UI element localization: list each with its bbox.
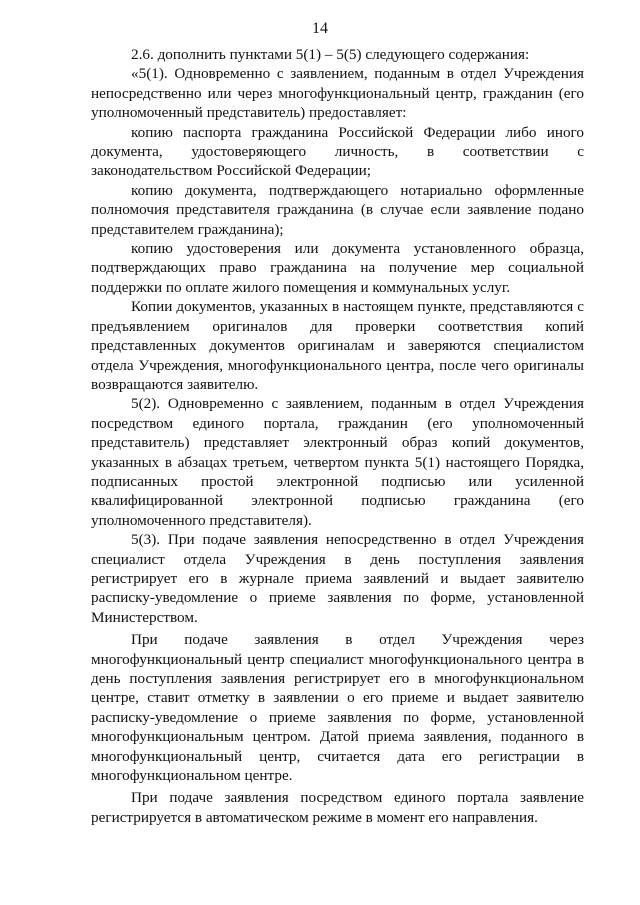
paragraph-portal-submission: При подаче заявления посредством единого портала заявление регистрируется в автоматическом режиме в момент его направления. bbox=[91, 789, 584, 826]
paragraph-copies-verification: Копии документов, указанных в настоящем пункте, представляются с предъявлением оригиналов для проверки соответствия копий представленных документов оригиналам и заверяются специалистом отдела Учреждения, многофункционального центра, после чего оригиналы возвращаются заявителю. bbox=[91, 298, 584, 393]
paragraph-5-1: «5(1). Одновременно с заявлением, поданным в отдел Учреждения непосредственно или через многофункциональный центр, гражданин (его уполномоченный представитель) предоставляет: bbox=[91, 65, 584, 122]
document-body bbox=[91, 45, 584, 827]
list-item-power-of-attorney-copy: копию документа, подтверждающего нотариально оформленные полномочия представителя гражданина (в случае если заявление подано представителем гражданина); bbox=[91, 181, 584, 238]
paragraph-2-6: 2.6. дополнить пунктами 5(1) – 5(5) следующего содержания: bbox=[131, 46, 530, 63]
page-number: 14 bbox=[312, 20, 328, 37]
paragraph-5-3: 5(3). При подаче заявления непосредственно в отдел Учреждения специалист отдела Учреждения в день поступления заявления регистрирует его в журнале приема заявлений и выдает заявителю расписку-уведомление о приеме заявления по форме, установленной Министерством. bbox=[91, 531, 584, 626]
list-item-certificate-copy: копию удостоверения или документа установленного образца, подтверждающих право гражданина на получение мер социальной поддержки по оплате жилого помещения и коммунальных услуг. bbox=[91, 240, 584, 296]
paragraph-5-2: 5(2). Одновременно с заявлением, поданным в отдел Учреждения посредством единого портала, гражданин (его уполномоченный представитель) представляет электронный образ копий документов, указанных в абзацах третьем, четвертом пункта 5(1) настоящего Порядка, подписанных простой электронной подписью или усиленной квалифицированной электронной подписью гражданина (его уполномоченного представителя). bbox=[91, 395, 584, 529]
list-item-passport-copy: копию паспорта гражданина Российской Федерации либо иного документа, удостоверяющего личность, в соответствии с законодательством Российской Федерации; bbox=[91, 123, 584, 180]
paragraph-mfc-submission: При подаче заявления в отдел Учреждения через многофункциональный центр специалист многофункционального центра в день поступления заявления регистрирует его в многофункциональном центре, ставит отметку в заявлении о его приеме и выдает заявителю расписку-уведомление о приеме заявления по форме, установленной многофункциональным центром. Датой приема заявления, поданного в многофункциональный центр, считается дата его регистрации в многофункциональном центре. bbox=[91, 631, 584, 785]
